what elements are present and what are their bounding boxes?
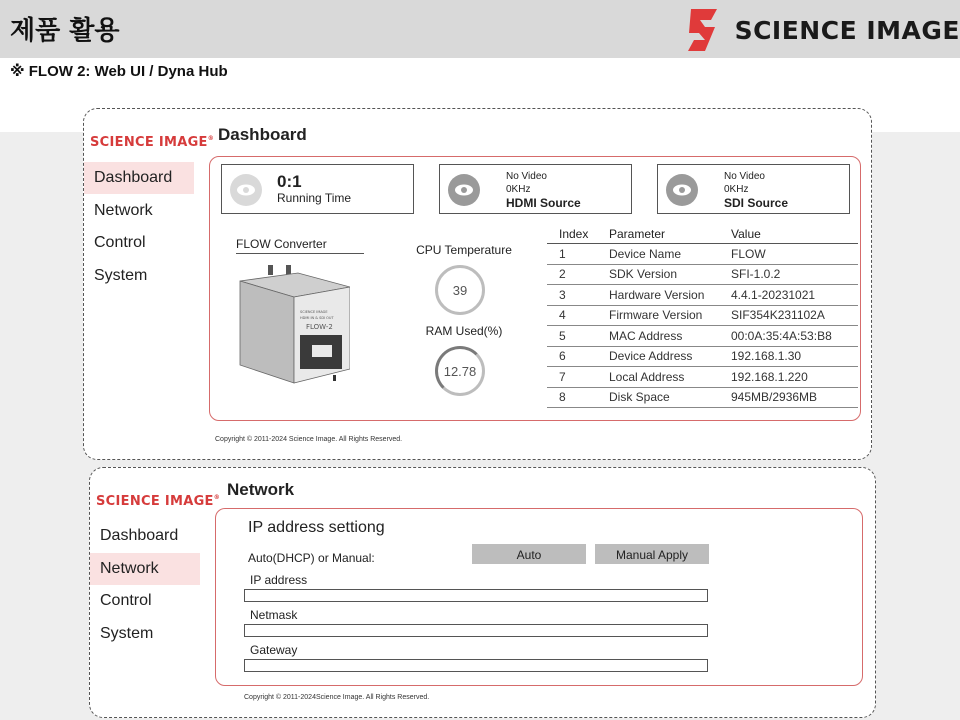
device-brand-text: SCIENCE IMAGE xyxy=(300,310,328,314)
ram-used-gauge: 12.78 xyxy=(435,346,485,396)
gateway-label: Gateway xyxy=(250,643,298,657)
network-screen xyxy=(89,467,876,718)
cell-value: 00:0A:35:4A:53:B8 xyxy=(719,326,858,347)
nav-item-system[interactable]: System xyxy=(94,266,148,284)
nav-item-control[interactable]: Control xyxy=(94,234,146,251)
running-time-label: Running Time xyxy=(277,191,352,205)
sdi-source-card xyxy=(657,164,850,214)
device-ports-text: HDMI IN & SDI OUT xyxy=(300,316,334,320)
converter-label: FLOW Converter xyxy=(236,237,364,254)
table-row xyxy=(547,264,858,285)
cpu-temperature-label: CPU Temperature xyxy=(416,243,512,257)
dashboard-screen xyxy=(83,108,872,460)
eye-icon xyxy=(666,174,698,206)
sdi-frequency: 0KHz xyxy=(724,184,749,195)
cell-index: 8 xyxy=(547,387,597,408)
table-row xyxy=(547,244,858,265)
cell-parameter: Local Address xyxy=(597,367,719,388)
sdi-status: No Video xyxy=(724,171,765,182)
cell-value: 4.4.1-20231021 xyxy=(719,285,858,306)
slide-title: 제품 활용 xyxy=(10,16,120,46)
cell-parameter: Firmware Version xyxy=(597,305,719,326)
page-title: Network xyxy=(227,480,295,499)
cell-index: 2 xyxy=(547,264,597,285)
slide-subtitle: ※ FLOW 2: Web UI / Dyna Hub xyxy=(10,63,228,80)
flow-converter-device-image xyxy=(238,265,350,385)
cell-value: 192.168.1.30 xyxy=(719,346,858,367)
col-parameter-header: Parameter xyxy=(597,225,719,244)
eye-icon xyxy=(448,174,480,206)
hdmi-label: HDMI Source xyxy=(506,196,581,210)
cell-value: SFI-1.0.2 xyxy=(719,264,858,285)
cell-value: 945MB/2936MB xyxy=(719,387,858,408)
sdi-label: SDI Source xyxy=(724,196,789,210)
hdmi-source-card xyxy=(439,164,632,214)
nav-item-dashboard[interactable]: Dashboard xyxy=(84,162,194,194)
table-header-row xyxy=(547,225,858,244)
ram-used-label: RAM Used(%) xyxy=(425,324,503,338)
cpu-temperature-gauge: 39 xyxy=(435,265,485,315)
dashboard-content xyxy=(209,156,861,421)
netmask-input[interactable] xyxy=(244,624,708,637)
hdmi-frequency: 0KHz xyxy=(506,184,531,195)
brand-logo xyxy=(685,6,960,54)
cell-value: 192.168.1.220 xyxy=(719,367,858,388)
cell-index: 4 xyxy=(547,305,597,326)
cell-parameter: Device Name xyxy=(597,244,719,265)
cell-parameter: Device Address xyxy=(597,346,719,367)
col-index-header: Index xyxy=(547,225,597,244)
cell-value: SIF354K231102A xyxy=(719,305,858,326)
nav-item-system[interactable]: System xyxy=(100,624,154,642)
nav-item-control[interactable]: Control xyxy=(100,592,152,609)
cell-parameter: MAC Address xyxy=(597,326,719,347)
table-row xyxy=(547,285,858,306)
ip-settings-title: IP address settiong xyxy=(248,519,385,536)
cell-index: 1 xyxy=(547,244,597,265)
sidebar-nav xyxy=(84,162,194,292)
nav-item-network[interactable]: Network xyxy=(90,553,200,585)
netmask-label: Netmask xyxy=(250,608,298,622)
cell-parameter: Disk Space xyxy=(597,387,719,408)
running-time-card xyxy=(221,164,414,214)
cell-value: FLOW xyxy=(719,244,858,265)
gateway-input[interactable] xyxy=(244,659,708,672)
copyright-text: Copyright © 2011-2024 Science Image. All Rights Reserved. xyxy=(215,436,403,443)
brand-name: SCIENCE IMAGE xyxy=(734,15,960,45)
eye-icon xyxy=(230,174,262,206)
page-title: Dashboard xyxy=(218,125,307,144)
sidebar-logo: SCIENCE IMAGE® xyxy=(96,494,221,509)
nav-item-network[interactable]: Network xyxy=(94,201,153,219)
ip-mode-label: Auto(DHCP) or Manual: xyxy=(248,551,375,565)
ip-address-label: IP address xyxy=(250,573,308,587)
table-row xyxy=(547,326,858,347)
sidebar-logo: SCIENCE IMAGE® xyxy=(90,135,215,150)
auto-button[interactable]: Auto xyxy=(472,544,586,564)
nav-item-dashboard[interactable]: Dashboard xyxy=(100,527,179,544)
hdmi-status: No Video xyxy=(506,171,547,182)
table-row xyxy=(547,387,858,408)
table-row xyxy=(547,367,858,388)
sidebar-nav xyxy=(90,520,200,650)
science-image-logo-icon xyxy=(685,7,721,53)
table-row xyxy=(547,346,858,367)
table-row xyxy=(547,305,858,326)
cell-parameter: SDK Version xyxy=(597,264,719,285)
cell-parameter: Hardware Version xyxy=(597,285,719,306)
running-time-value: 0:1 xyxy=(277,172,302,191)
network-content xyxy=(215,508,863,686)
copyright-text: Copyright © 2011-2024Science Image. All Rights Reserved. xyxy=(244,694,430,701)
cell-index: 6 xyxy=(547,346,597,367)
device-info-table xyxy=(547,225,858,408)
col-value-header: Value xyxy=(719,225,858,244)
cell-index: 3 xyxy=(547,285,597,306)
device-model-text: FLOW-2 xyxy=(306,323,333,331)
cell-index: 7 xyxy=(547,367,597,388)
ip-address-input[interactable] xyxy=(244,589,708,602)
cell-index: 5 xyxy=(547,326,597,347)
manual-apply-button[interactable]: Manual Apply xyxy=(595,544,709,564)
